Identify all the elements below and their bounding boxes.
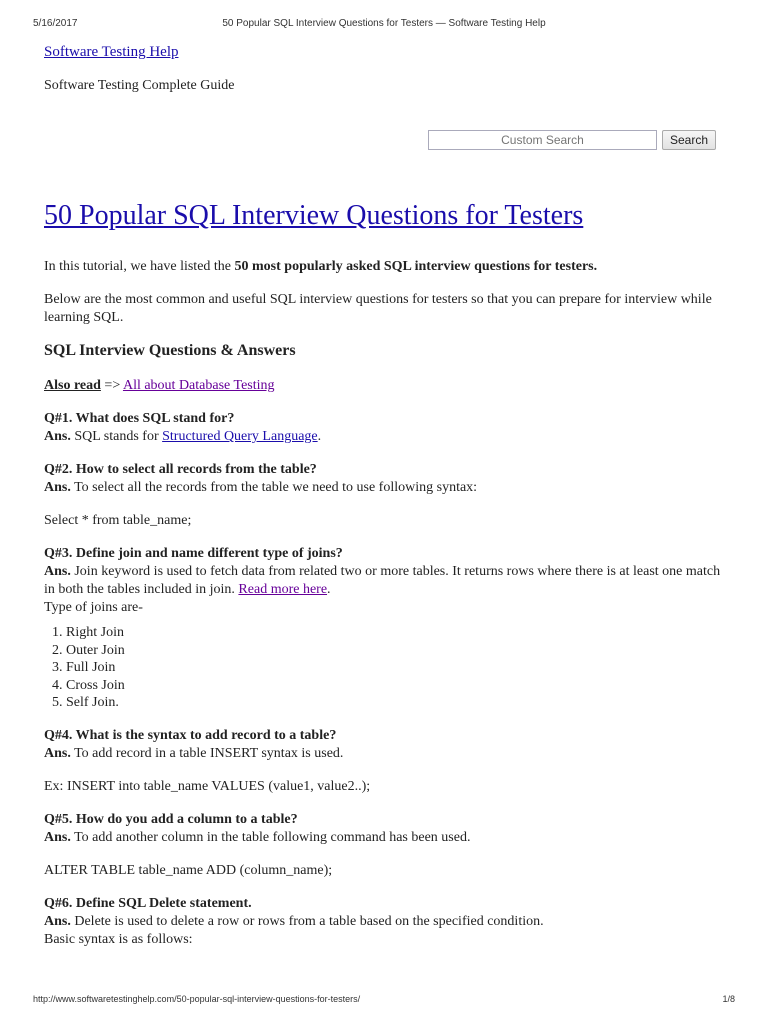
intro-text: In this tutorial, we have listed the xyxy=(44,259,235,274)
code-example: Ex: INSERT into table_name VALUES (value1, value2..); xyxy=(44,778,371,794)
answer-label: Ans. xyxy=(44,480,71,495)
answer-body: Delete is used to delete a row or rows from a table based on the specified condition. xyxy=(70,913,544,929)
print-date: 5/16/2017 xyxy=(33,18,78,29)
question-text: Q#3. Define join and name different type of joins? xyxy=(44,546,343,561)
list-item: 1. Right Join xyxy=(66,624,724,642)
answer-text xyxy=(44,913,724,931)
intro-paragraph-2: Below are the most common and useful SQL interview questions for testers so that you can prepare for interview while learning SQL. xyxy=(44,292,712,325)
question-text: Q#5. How do you add a column to a table? xyxy=(44,811,298,827)
article-title[interactable]: 50 Popular SQL Interview Questions for Testers xyxy=(44,200,584,231)
question-4 xyxy=(44,727,724,763)
question-5 xyxy=(44,811,724,847)
answer-body: To select all the records from the table we need to use following syntax: xyxy=(70,480,478,495)
answer-label: Ans. xyxy=(44,564,71,579)
also-read-arrow: => xyxy=(100,378,123,393)
question-1 xyxy=(44,410,724,446)
answer-text xyxy=(44,563,724,599)
question-text: Q#4. What is the syntax to add record to a table? xyxy=(44,727,337,743)
question-3 xyxy=(44,545,724,617)
join-types-label: Type of joins are- xyxy=(44,600,143,615)
answer-suffix: . xyxy=(317,429,322,444)
also-read xyxy=(44,377,724,395)
answer-text xyxy=(44,745,724,763)
answer-text xyxy=(44,479,724,497)
answer-body: SQL stands for xyxy=(70,429,163,444)
also-read-link[interactable]: All about Database Testing xyxy=(122,378,275,393)
question-6 xyxy=(44,895,724,949)
search-input[interactable] xyxy=(428,130,657,150)
print-url: http://www.softwaretestinghelp.com/50-popular-sql-interview-questions-for-testers/ xyxy=(33,994,361,1004)
intro-bold-text: 50 most popularly asked SQL interview questions for testers. xyxy=(234,259,598,274)
answer-text-2: Basic syntax is as follows: xyxy=(44,931,193,947)
join-types-list xyxy=(44,624,724,712)
answer-suffix: . xyxy=(327,582,331,597)
answer-label: Ans. xyxy=(44,913,71,929)
list-item: 5. Self Join. xyxy=(66,694,724,712)
search-button[interactable]: Search xyxy=(662,130,716,150)
code-example: ALTER TABLE table_name ADD (column_name); xyxy=(44,862,333,878)
answer-label: Ans. xyxy=(44,829,71,845)
site-tagline: Software Testing Complete Guide xyxy=(44,78,235,93)
question-text: Q#2. How to select all records from the table? xyxy=(44,462,317,477)
search-form xyxy=(428,130,709,150)
answer-label: Ans. xyxy=(44,429,71,444)
answer-body: To add record in a table INSERT syntax is used. xyxy=(70,745,344,761)
sql-definition-link[interactable]: Structured Query Language xyxy=(162,429,318,444)
question-text: Q#1. What does SQL stand for? xyxy=(44,411,235,426)
article-body xyxy=(44,258,724,964)
page-number: 1/8 xyxy=(722,994,735,1004)
code-example: Select * from table_name; xyxy=(44,513,192,528)
question-2 xyxy=(44,461,724,497)
list-item: 3. Full Join xyxy=(66,659,724,677)
list-item: 4. Cross Join xyxy=(66,677,724,695)
answer-body: To add another column in the table following command has been used. xyxy=(70,829,471,845)
intro-paragraph xyxy=(44,258,724,276)
answer-text xyxy=(44,829,724,847)
section-heading: SQL Interview Questions & Answers xyxy=(44,342,296,359)
site-title-link[interactable]: Software Testing Help xyxy=(44,44,179,60)
answer-label: Ans. xyxy=(44,745,71,761)
question-text: Q#6. Define SQL Delete statement. xyxy=(44,895,252,911)
print-page-title: 50 Popular SQL Interview Questions for Testers — Software Testing Help xyxy=(222,18,546,29)
list-item: 2. Outer Join xyxy=(66,642,724,660)
answer-body: Join keyword is used to fetch data from related two or more tables. It returns rows where there is at least one match in both the tables included in join. xyxy=(44,564,721,597)
answer-text xyxy=(44,428,724,446)
also-read-label: Also read xyxy=(44,378,101,393)
read-more-link[interactable]: Read more here xyxy=(238,582,328,597)
